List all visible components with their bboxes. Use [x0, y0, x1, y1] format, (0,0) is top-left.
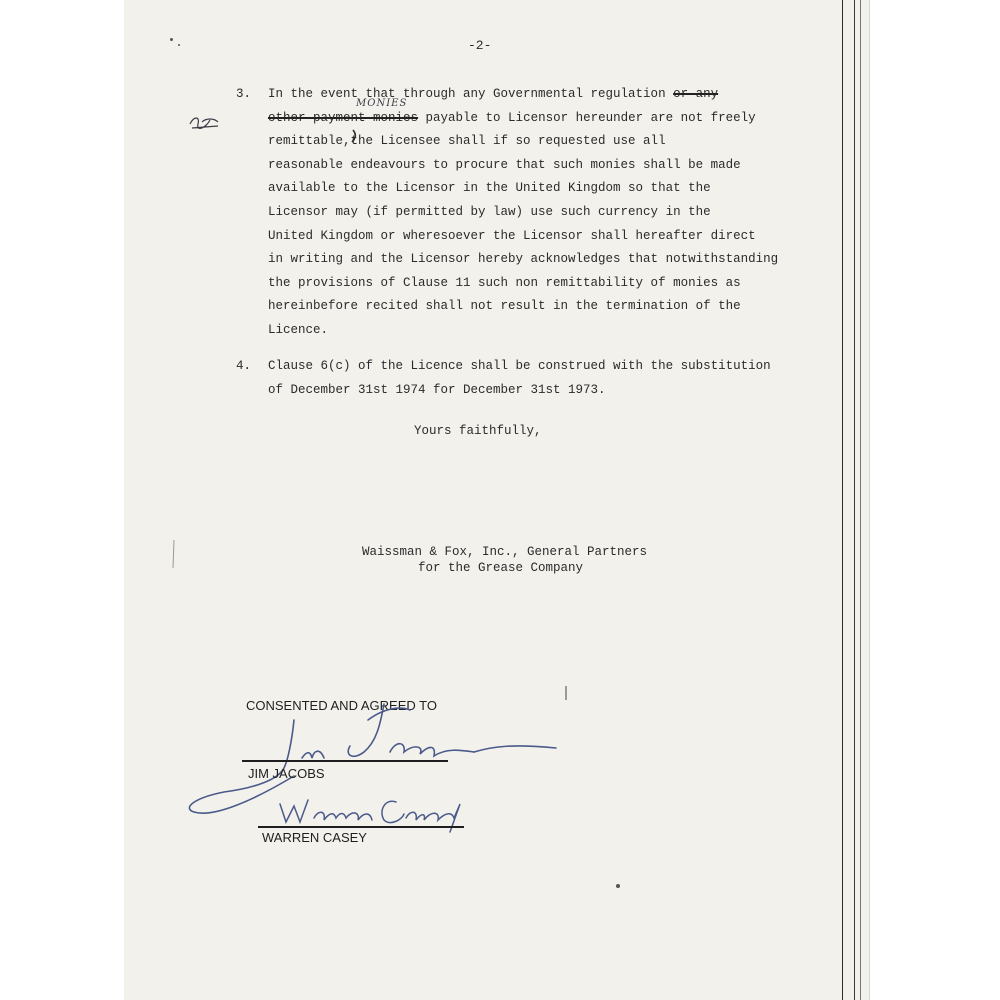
stray-pencil-mark [172, 540, 176, 570]
text-line-segment: payable to Licensor hereunder are not freely [425, 110, 756, 125]
signer-name-jim-jacobs: JIM JACOBS [248, 766, 325, 781]
text-line: United Kingdom or wheresoever the Licensor shall hereafter direct [268, 228, 756, 243]
text-line-segment: In the event that through any Governmental regulation [268, 87, 666, 101]
signer-name-warren-casey: WARREN CASEY [262, 830, 367, 845]
text-line: of December 31st 1974 for December 31st 1973. [268, 382, 606, 397]
ink-speck [178, 44, 180, 46]
stray-pencil-mark [564, 686, 568, 702]
ink-speck [616, 884, 620, 888]
signature-line [258, 826, 464, 828]
struck-text: or any [673, 87, 719, 101]
signatory-line: for the Grease Company [418, 561, 584, 575]
page-number: -2- [468, 38, 492, 53]
handwritten-insertion: MONIES [356, 98, 408, 109]
clause-number: 3. [236, 87, 252, 101]
page-edge-line [842, 0, 843, 1000]
document-page [124, 0, 870, 1000]
text-line: in writing and the Licensor hereby acknowledges that notwithstanding [268, 252, 779, 267]
clause-3-text [268, 83, 778, 343]
text-line: hereinbefore recited shall not result in the termination of the [268, 299, 741, 314]
text-line [268, 83, 778, 107]
margin-initials-mark [188, 112, 222, 132]
text-line: Licensor may (if permitted by law) use such currency in the [268, 204, 711, 219]
ink-speck [170, 38, 173, 41]
signatory-line: Waissman & Fox, Inc., General Partners [362, 545, 648, 559]
text-line: remittable,the Licensee shall if so requested use all [268, 134, 666, 149]
page-edge-line [860, 0, 861, 1000]
struck-text: other payment monies [268, 110, 419, 125]
clause-4-text [268, 355, 771, 402]
insertion-caret-mark [350, 128, 364, 144]
clause-number: 4. [236, 359, 252, 373]
signatory-block [362, 544, 647, 576]
consent-heading: CONSENTED AND AGREED TO [246, 698, 437, 713]
signature-line [242, 760, 448, 762]
text-line [268, 107, 778, 131]
closing-salutation: Yours faithfully, [414, 424, 542, 438]
page-edge-line [854, 0, 855, 1000]
text-line: reasonable endeavours to procure that such monies shall be made [268, 157, 741, 172]
text-line: Licence. [268, 322, 329, 337]
text-line: the provisions of Clause 11 such non remittability of monies as [268, 275, 741, 290]
text-line: Clause 6(c) of the Licence shall be construed with the substitution [268, 359, 771, 373]
text-line: available to the Licensor in the United Kingdom so that the [268, 181, 711, 196]
